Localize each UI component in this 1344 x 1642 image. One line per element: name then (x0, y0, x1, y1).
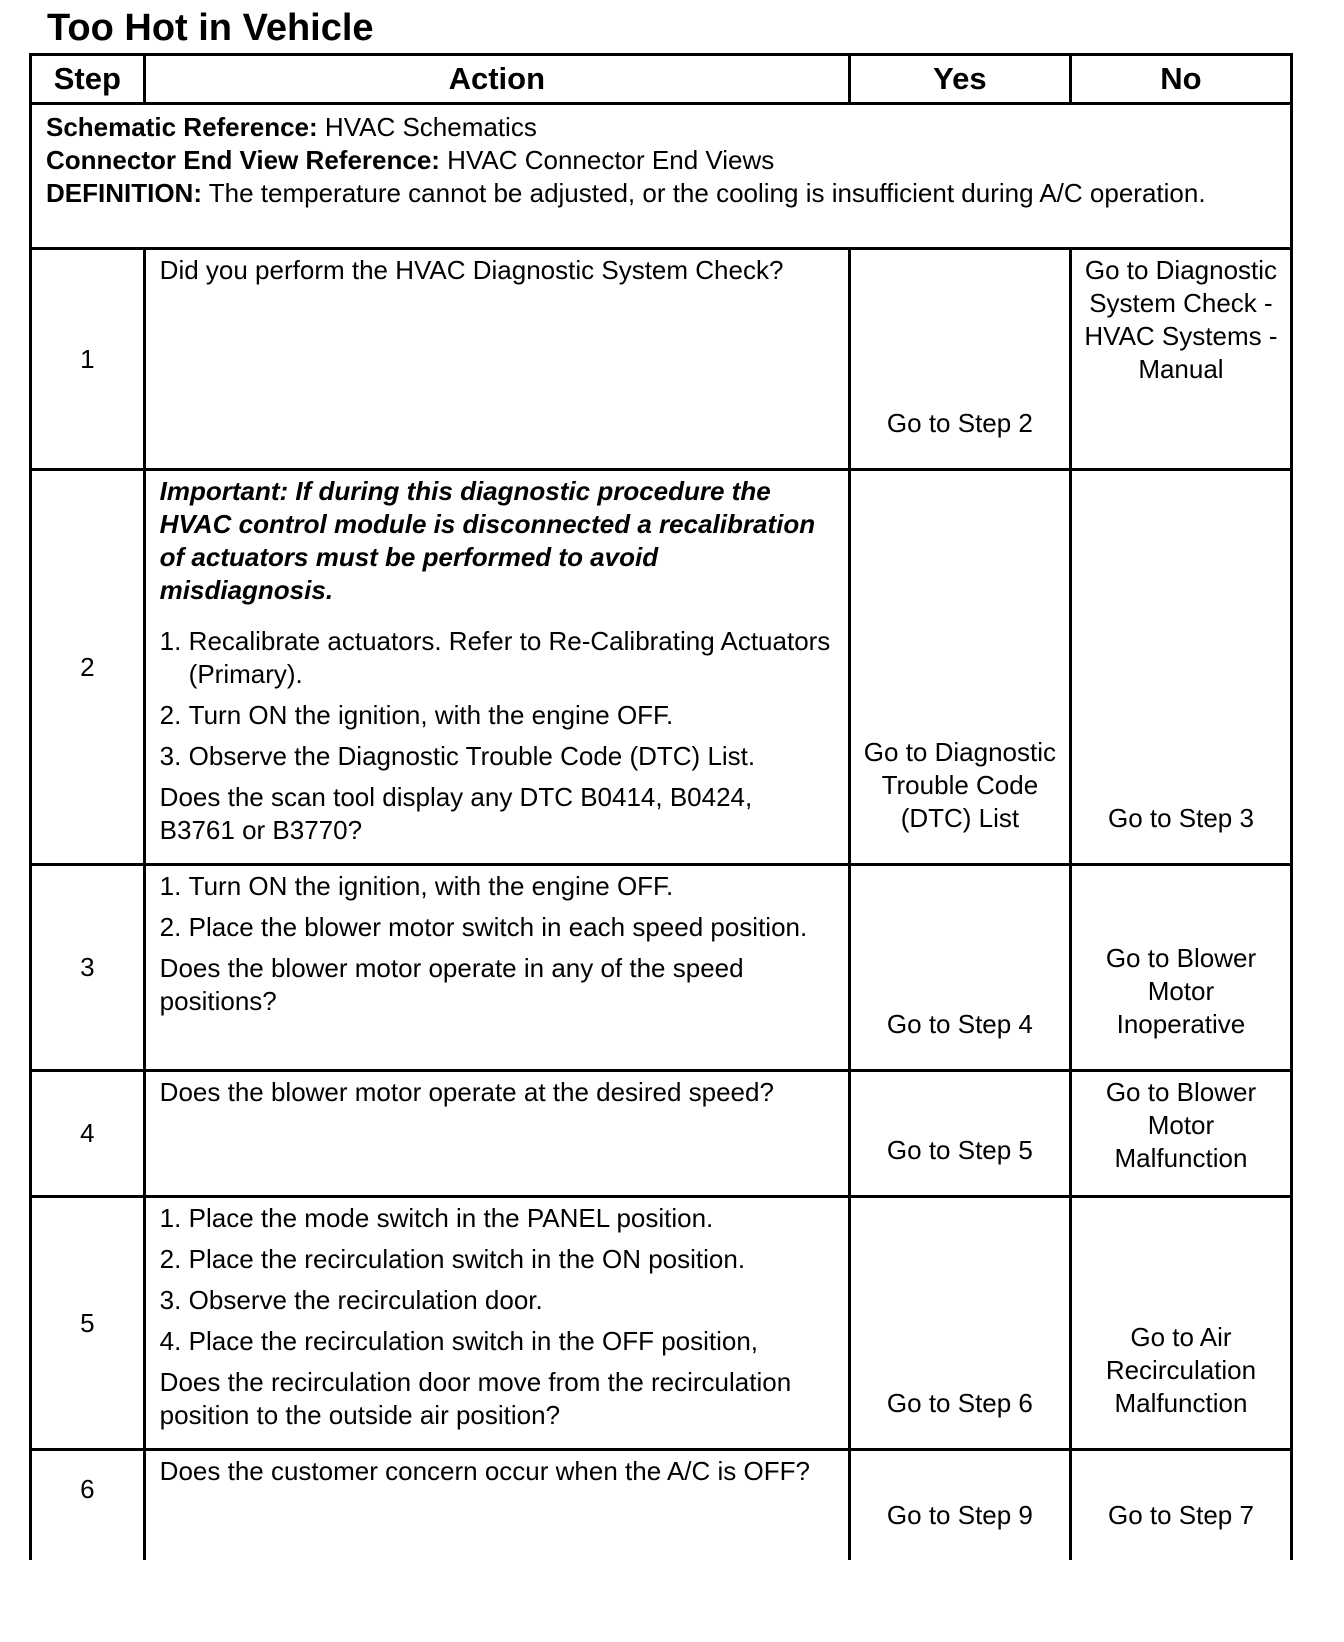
table-row (31, 249, 1292, 470)
action-cell (144, 1450, 849, 1560)
list-item: 3. Observe the Diagnostic Trouble Code (DTC) List. (159, 741, 756, 771)
yes-cell[interactable]: Go to Step 4 (849, 865, 1070, 1071)
connector-reference-label: Connector End View Reference: (46, 145, 440, 175)
header-row (31, 55, 1292, 104)
connector-reference (46, 144, 1278, 177)
yes-cell[interactable]: Go to Step 9 (849, 1450, 1070, 1560)
list-item: 2. Place the blower motor switch in each speed position. (159, 912, 808, 942)
action-cell (144, 1071, 849, 1197)
list-item: 1. Recalibrate actuators. Refer to Re-Calibrating Actuators (Primary). (159, 626, 831, 689)
schematic-reference-label: Schematic Reference: (46, 112, 318, 142)
definition (46, 177, 1278, 210)
list-item: 2. Turn ON the ignition, with the engine OFF. (159, 700, 674, 730)
table-row (31, 1450, 1292, 1560)
references-cell (31, 104, 1292, 249)
references-row (31, 104, 1292, 249)
column-header-yes: Yes (849, 55, 1070, 104)
yes-cell[interactable]: Go to Step 2 (849, 249, 1070, 470)
column-header-no: No (1070, 55, 1291, 104)
step-number: 4 (31, 1071, 145, 1197)
page-title: Too Hot in Vehicle (47, 7, 374, 49)
column-header-step: Step (31, 55, 145, 104)
diagnostic-table-wrapper (29, 53, 1293, 1623)
no-cell[interactable]: Go to Air Recirculation Malfunction (1070, 1197, 1291, 1450)
step-number: 6 (31, 1450, 145, 1560)
important-note: Important: If during this diagnostic procedure the HVAC control module is disconnected a recalibration of actuators must be performed to avoid misdiagnosis. (159, 476, 816, 605)
no-cell[interactable]: Go to Blower Motor Inoperative (1070, 865, 1291, 1071)
table-row (31, 865, 1292, 1071)
question-text: Does the recirculation door move from the recirculation position to the outside air position? (159, 1367, 792, 1430)
schematic-reference-link[interactable]: HVAC Schematics (317, 112, 537, 142)
question-text: Does the scan tool display any DTC B0414, B0424, B3761 or B3770? (159, 782, 753, 845)
action-cell (144, 865, 849, 1071)
table-row (31, 1071, 1292, 1197)
action-cell (144, 1197, 849, 1450)
yes-cell[interactable]: Go to Diagnostic Trouble Code (DTC) List (849, 470, 1070, 865)
question-text: Does the customer concern occur when the A/C is OFF? (159, 1456, 810, 1486)
definition-text: The temperature cannot be adjusted, or the cooling is insufficient during A/C operation. (202, 178, 1206, 208)
table-row (31, 470, 1292, 865)
question-text: Does the blower motor operate in any of the speed positions? (159, 953, 744, 1016)
definition-label: DEFINITION: (46, 178, 202, 208)
list-item: 4. Place the recirculation switch in the OFF position, (159, 1326, 759, 1356)
list-item: 2. Place the recirculation switch in the ON position. (159, 1244, 746, 1274)
no-cell[interactable]: Go to Step 7 (1070, 1450, 1291, 1560)
procedure-list (160, 870, 834, 944)
no-cell[interactable]: Go to Blower Motor Malfunction (1070, 1071, 1291, 1197)
diagnostic-table (29, 53, 1293, 1560)
procedure-list (160, 625, 834, 773)
action-cell (144, 470, 849, 865)
yes-cell[interactable]: Go to Step 6 (849, 1197, 1070, 1450)
step-number: 5 (31, 1197, 145, 1450)
step-number: 1 (31, 249, 145, 470)
action-cell (144, 249, 849, 470)
connector-reference-link[interactable]: HVAC Connector End Views (439, 145, 775, 175)
list-item: 1. Turn ON the ignition, with the engine OFF. (159, 871, 674, 901)
list-item: 1. Place the mode switch in the PANEL position. (159, 1203, 714, 1233)
question-text: Does the blower motor operate at the desired speed? (159, 1077, 774, 1107)
table-row (31, 1197, 1292, 1450)
procedure-list (160, 1202, 834, 1358)
list-item: 3. Observe the recirculation door. (159, 1285, 543, 1315)
column-header-action: Action (144, 55, 849, 104)
yes-cell[interactable]: Go to Step 5 (849, 1071, 1070, 1197)
question-text: Did you perform the HVAC Diagnostic System Check? (159, 255, 784, 285)
no-cell[interactable]: Go to Step 3 (1070, 470, 1291, 865)
step-number: 2 (31, 470, 145, 865)
step-number: 3 (31, 865, 145, 1071)
no-cell[interactable]: Go to Diagnostic System Check - HVAC Systems - Manual (1070, 249, 1291, 470)
schematic-reference (46, 111, 1278, 144)
